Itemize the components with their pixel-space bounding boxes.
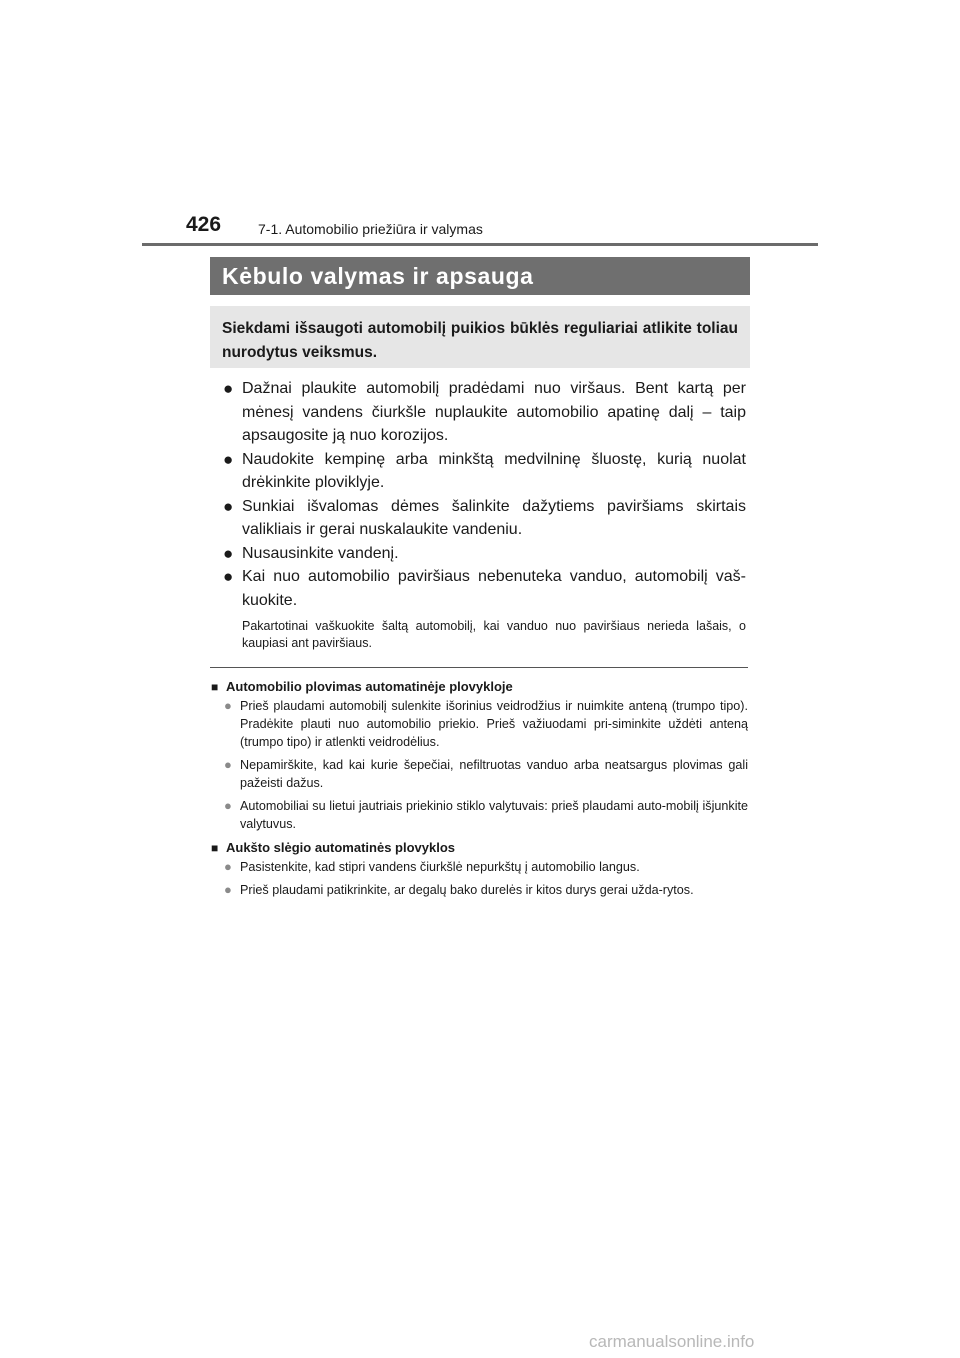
- note-text: Nepamirškite, kad kai kurie šepečiai, nefiltruotas vanduo arba neatsargus plovimas gali pažeisti dažus.: [240, 758, 748, 790]
- step-text: Kai nuo automobilio paviršiaus nebenuteka vanduo, automobilį vaš-kuokite.: [242, 568, 746, 609]
- note-text: Prieš plaudami patikrinkite, ar degalų bako durelės ir kitos durys gerai užda-rytos.: [240, 883, 694, 897]
- note-heading-text: Aukšto slėgio automatinės plovyklos: [226, 840, 455, 855]
- bullet-icon: ●: [224, 757, 232, 772]
- section-title: 7-1. Automobilio priežiūra ir valymas: [258, 221, 483, 237]
- bullet-icon: ●: [224, 859, 232, 874]
- note-item: [210, 858, 748, 876]
- bullet-icon: ●: [223, 449, 234, 469]
- step-text: Nusausinkite vandenį.: [242, 544, 399, 562]
- note-heading: [210, 838, 748, 858]
- list-item: [210, 448, 746, 495]
- watermark: carmanualsonline.info: [589, 1332, 755, 1351]
- bullet-icon: ●: [223, 496, 234, 516]
- note-text: Prieš plaudami automobilį sulenkite išorinius veidrodžius ir nuimkite anteną (trumpo tipo). Pradėkite plauti nuo automobilio priekio. Prieš važiuodami pri-siminkite uždėti anteną (trumpo tipo) ir atlenkti veidrodėlius.: [240, 699, 748, 749]
- section-divider: [210, 667, 748, 668]
- list-item: [210, 565, 746, 612]
- note-item: [210, 881, 748, 899]
- step-text: Sunkiai išvalomas dėmes šalinkite dažytiems paviršiams skirtais valikliais ir gerai nuskalaukite vandeniu.: [242, 497, 746, 538]
- note-heading-text: Automobilio plovimas automatinėje plovykloje: [226, 679, 513, 694]
- list-item: [210, 495, 746, 542]
- bullet-icon: ●: [223, 567, 234, 586]
- note-text: Pasistenkite, kad stipri vandens čiurkšlė nepurkštų į automobilio langus.: [240, 860, 640, 874]
- note-text: Automobiliai su lietui jautriais priekinio stiklo valytuvais: prieš plaudami auto-mobilį išjunkite valytuvus.: [240, 799, 748, 831]
- square-bullet-icon: ■: [211, 841, 219, 855]
- note-item: [210, 756, 748, 792]
- page-title: Kėbulo valymas ir apsauga: [222, 263, 534, 289]
- bullet-icon: ●: [224, 698, 232, 713]
- step-text: Naudokite kempinę arba minkštą medvilninę šluostę, kurią nuolat drėkinkite ploviklyje.: [242, 450, 746, 491]
- notes-section: [210, 677, 748, 904]
- header-divider: [142, 243, 818, 246]
- note-heading: [210, 677, 748, 697]
- square-bullet-icon: ■: [211, 680, 219, 694]
- intro-box: Siekdami išsaugoti automobilį puikios būklės reguliariai atlikite toliau nurodytus veiksmus.: [210, 306, 750, 368]
- step-note: Pakartotinai vaškuokite šaltą automobilį, kai vanduo nuo paviršiaus nerieda lašais, o kaupiasi ant paviršiaus.: [242, 619, 746, 650]
- list-item: [210, 542, 746, 566]
- list-item: [210, 377, 746, 448]
- steps-list: [210, 377, 746, 652]
- page-number: 426: [186, 213, 222, 236]
- step-text: Dažnai plaukite automobilį pradėdami nuo viršaus. Bent kartą per mėnesį vandens čiurkšle nuplaukite automobilio apatinę dalį – taip apsaugosite ją nuo korozijos.: [242, 380, 746, 444]
- title-banner: [210, 257, 750, 295]
- note-item: [210, 797, 748, 833]
- bullet-icon: ●: [224, 798, 232, 813]
- bullet-icon: ●: [223, 379, 234, 398]
- bullet-icon: ●: [223, 543, 234, 563]
- bullet-icon: ●: [224, 882, 232, 897]
- note-item: [210, 697, 748, 751]
